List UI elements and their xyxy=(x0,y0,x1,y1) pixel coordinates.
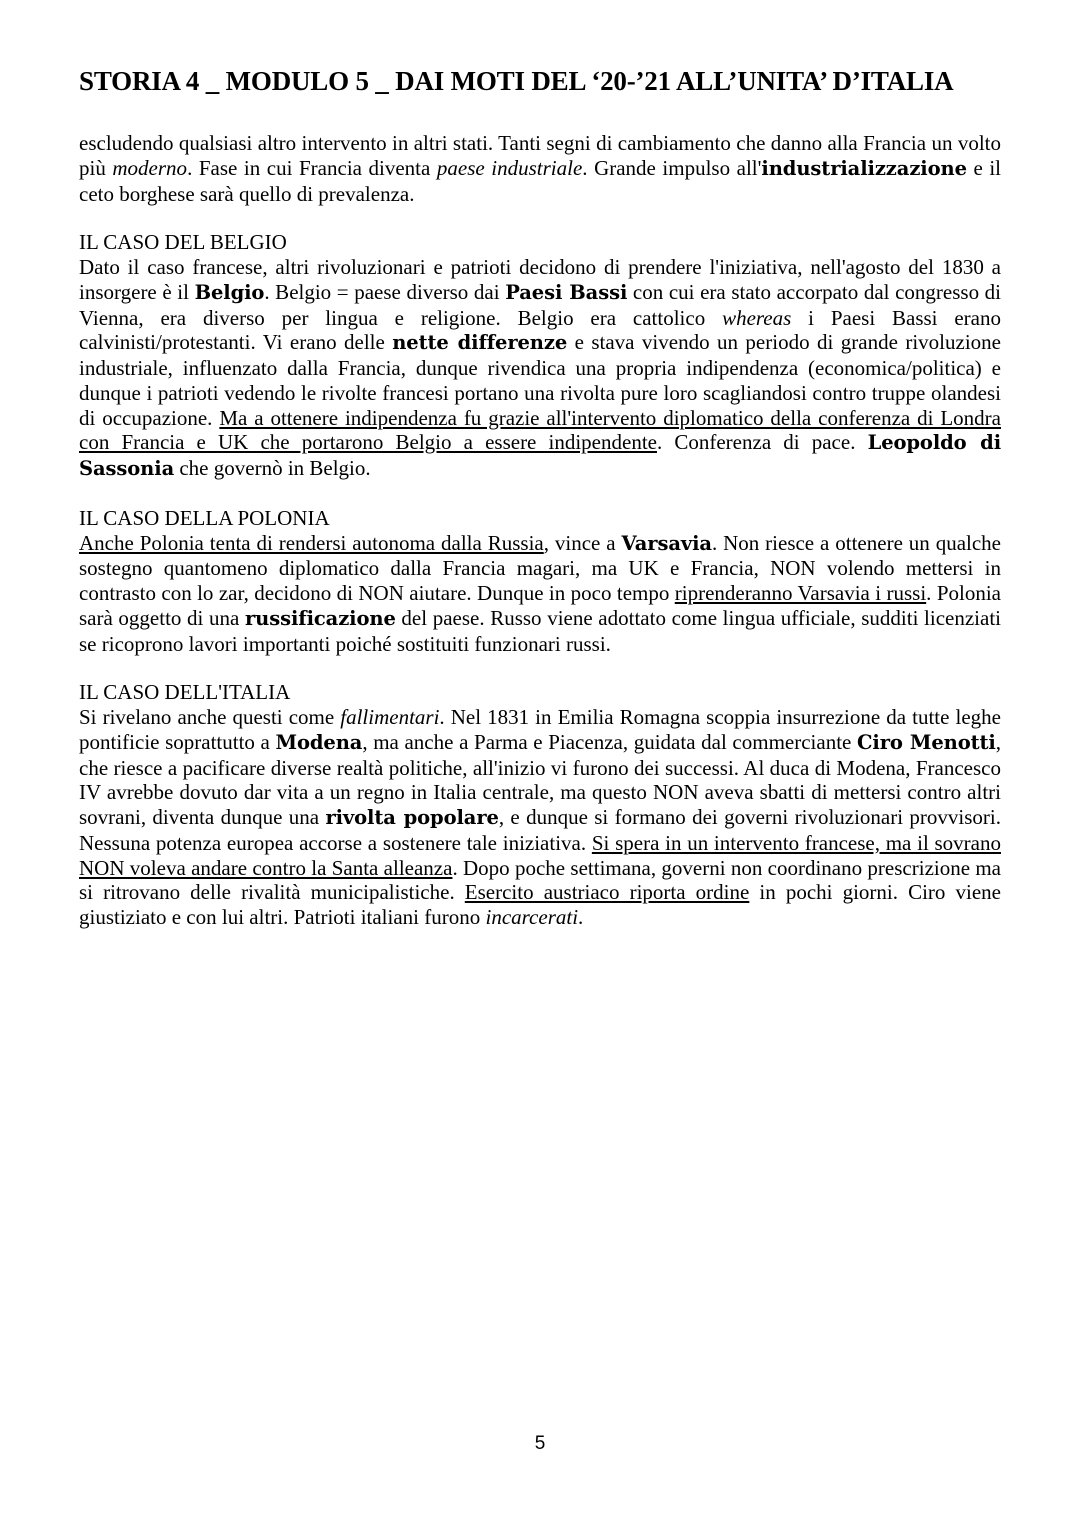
underlined-text: Anche Polonia tenta di rendersi autonoma dalla Russia xyxy=(79,530,544,555)
text: del paese. Russo viene adottato come lingua ufficiale, sudditi licenziati se ricoprono lavori importanti poiché sostituiti funzionari russi. xyxy=(79,605,1002,656)
text: , e dunque si formano dei governi rivoluzionari provvisori. Nessuna potenza europea accorse a sostenere tale iniziativa. xyxy=(79,805,1002,855)
italic-text: moderno xyxy=(112,155,188,180)
text: . xyxy=(578,905,584,929)
italic-text: fallimentari xyxy=(340,705,440,729)
text: Si rivelano anche questi come xyxy=(79,705,341,729)
text: escludendo qualsiasi altro intervento in altri stati. Tanti segni di cambiamento che danno alla Francia un volto più xyxy=(79,131,1001,180)
text: , vince a xyxy=(543,530,622,555)
bold-text: russificazione xyxy=(244,606,396,630)
italia-paragraph xyxy=(79,705,1001,930)
text: e il ceto borghese sarà quello di prevalenza. xyxy=(79,155,1001,206)
intro-paragraph xyxy=(79,131,1001,206)
text: . Non riesce a ottenere un qualche sostegno quantomeno diplomatico dalla Francia magari, ma UK e Francia, NON volendo mettersi in contrasto con lo zar, decidono di NON aiutare. Dunque in poco tempo xyxy=(79,530,1001,605)
bold-text: nette differenze xyxy=(392,331,568,355)
bold-text: industrializzazione xyxy=(761,156,967,180)
text: . Belgio = paese diverso dai xyxy=(264,279,506,304)
section-heading-polonia: IL CASO DELLA POLONIA xyxy=(79,505,330,530)
text: , che riesce a pacificare diverse realtà politiche, all'inizio vi furono dei successi. Al duca di Modena, Francesco IV avrebbe dovuto dar vita a un regno in Italia centrale, ma questo NON aveva sbatti di mettersi contro altri sovrani, diventa dunque una xyxy=(79,729,1001,829)
bold-text: Varsavia xyxy=(621,531,712,555)
text: . Dopo poche settimana, governi non coordinano prescrizione ma si ritrovano delle rivalità municipalistiche. xyxy=(79,855,1001,905)
underlined-text: riprenderanno Varsavia i russi xyxy=(674,581,927,605)
document-body xyxy=(79,131,1001,930)
underlined-text: Ma a ottenere indipendenza fu grazie all'intervento diplomatico della conferenza di Londra con Francia e UK che portarono Belgio a essere indipendente xyxy=(79,405,1001,455)
text: e stava vivendo un periodo di grande rivoluzione industriale, influenzato dalla Francia, dunque rivendica una propria indipendenza (economica/politica) e dunque i patrioti vedendo le rivolte francesi portano una rivolta pure loro scagliandosi contro truppe olandesi di occupazione. xyxy=(79,330,1001,430)
text: che governò in Belgio. xyxy=(174,456,371,480)
text: . Conferenza di pace. xyxy=(656,430,868,455)
text: Dato il caso francese, altri rivoluzionari e patrioti decidono di prendere l'iniziativa, nell'agosto del 1830 a insorgere è il xyxy=(79,255,1001,304)
underlined-text: Esercito austriaco riporta ordine xyxy=(464,880,750,905)
page-number: 5 xyxy=(534,1433,546,1454)
text: in pochi giorni. Ciro viene giustiziato e con lui altri. Patrioti italiani furono xyxy=(79,880,1001,929)
section-heading-belgio: IL CASO DEL BELGIO xyxy=(79,230,287,255)
spacer xyxy=(79,482,1001,506)
bold-text: Belgio xyxy=(194,280,265,304)
bold-text: Paesi Bassi xyxy=(505,280,628,304)
bold-text: Leopoldo di Sassonia xyxy=(79,431,1002,480)
page-title: STORIA 4 _ MODULO 5 _ DAI MOTI DEL ‘20-’21 ALL’UNITA’ D’ITALIA xyxy=(79,66,954,96)
spacer xyxy=(79,206,1001,230)
text: , ma anche a Parma e Piacenza, guidata dal commerciante xyxy=(362,729,857,754)
text: . Nel 1831 in Emilia Romagna scoppia insurrezione da tutte leghe pontificie soprattutto a xyxy=(79,705,1002,754)
section-heading-italia: IL CASO DELL'ITALIA xyxy=(79,680,291,705)
text: . Fase in cui Francia diventa xyxy=(187,155,437,180)
underlined-text: Si spera in un intervento francese, ma il sovrano NON voleva andare contro la Santa alleanza xyxy=(79,830,1001,880)
italic-text: whereas xyxy=(722,305,792,330)
text: con cui era stato accorpato dal congresso di Vienna, era diverso per lingua e religione. Belgio era cattolico xyxy=(79,279,1002,330)
spacer xyxy=(79,656,1001,680)
belgio-paragraph xyxy=(79,255,1001,482)
italic-text: incarcerati xyxy=(485,905,579,929)
text: . Polonia sarà oggetto di una xyxy=(79,581,1001,630)
bold-text: Ciro Menotti xyxy=(856,730,996,754)
text: . Grande impulso all' xyxy=(582,155,762,180)
bold-text: Modena xyxy=(275,730,363,754)
text: i Paesi Bassi erano calvinisti/protestanti. Vi erano delle xyxy=(79,305,1001,355)
polonia-paragraph xyxy=(79,531,1001,657)
bold-text: rivolta popolare xyxy=(325,806,499,829)
italic-text: paese industriale xyxy=(436,155,583,180)
